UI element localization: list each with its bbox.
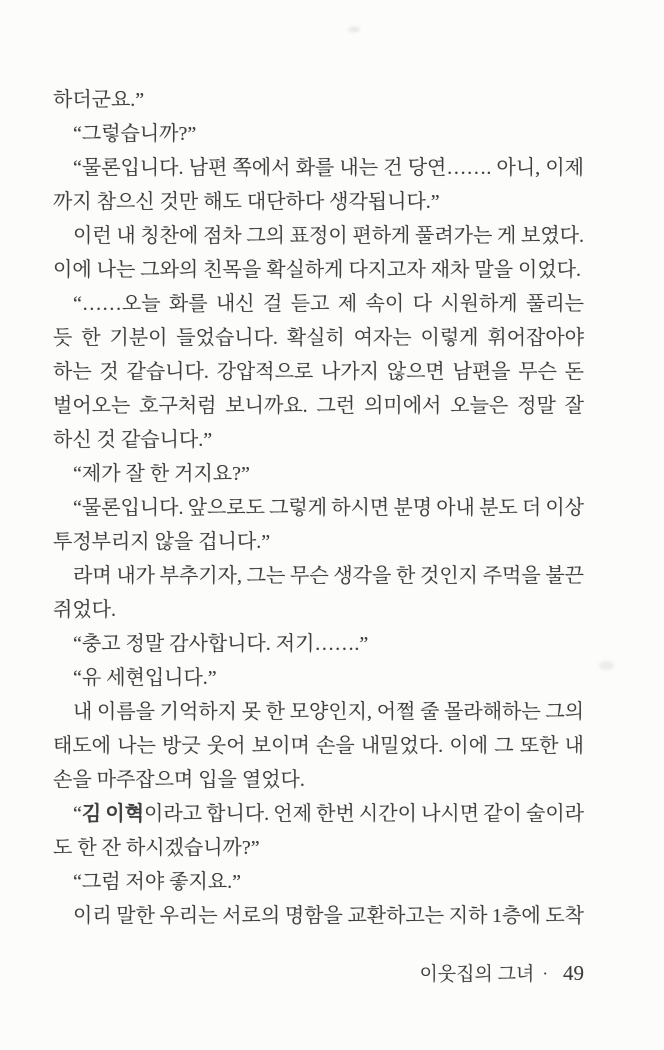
text-line — [53, 797, 584, 831]
text-segment: 듯 한 기분이 들었습니다. 확실히 여자는 이렇게 휘어잡아야 — [53, 327, 584, 349]
text-line — [53, 661, 584, 695]
text-segment: 투정부리지 않을 겁니다.” — [53, 531, 271, 553]
text-segment: “충고 정말 감사합니다. 저기…….” — [73, 633, 369, 655]
text-line — [53, 695, 584, 729]
text-segment: 이라고 합니다. 언제 한번 시간이 나시면 같이 술이라 — [144, 803, 584, 825]
text-line — [53, 423, 584, 457]
text-segment: “ — [73, 803, 82, 825]
scan-smudge — [348, 27, 360, 32]
text-line — [53, 83, 584, 117]
text-segment: 까지 참으신 것만 해도 대단하다 생각됩니다.” — [53, 191, 440, 213]
text-segment: “그럼 저야 좋지요.” — [73, 871, 241, 893]
text-segment: “물론입니다. 앞으로도 그렇게 하시면 분명 아내 분도 더 이상 — [73, 497, 584, 519]
text-line — [53, 593, 584, 627]
text-segment: 이런 내 칭찬에 점차 그의 표정이 편하게 풀려가는 게 보였다. — [73, 225, 584, 247]
character-name-bold: 김 이혁 — [81, 803, 145, 825]
page-footer — [419, 958, 584, 990]
text-line — [53, 117, 584, 151]
text-line — [53, 559, 584, 593]
text-segment: 도 한 잔 하시겠습니까?” — [53, 837, 260, 859]
text-line — [53, 831, 584, 865]
text-segment: “물론입니다. 남편 쪽에서 화를 내는 건 당연……. 아니, 이제 — [73, 157, 584, 179]
text-line — [53, 151, 584, 185]
text-segment: 내 이름을 기억하지 못 한 모양인지, 어쩔 줄 몰라해하는 그의 — [73, 701, 584, 723]
text-segment: 하더군요.” — [53, 89, 145, 111]
text-segment: 벌어오는 호구처럼 보니까요. 그런 의미에서 오늘은 정말 잘 — [53, 395, 584, 417]
text-segment: 손을 마주잡으며 입을 열었다. — [53, 769, 305, 791]
text-line — [53, 627, 584, 661]
page-text — [53, 83, 584, 933]
text-line — [53, 321, 584, 355]
text-segment: 하신 것 같습니다.” — [53, 429, 213, 451]
text-line — [53, 287, 584, 321]
text-segment: 이에 나는 그와의 친목을 확실하게 다지고자 재차 말을 이었다. — [53, 259, 581, 281]
text-segment: “그렇습니까?” — [73, 123, 197, 145]
text-line — [53, 763, 584, 797]
text-segment: 이리 말한 우리는 서로의 명함을 교환하고는 지하 1층에 도착 — [73, 905, 584, 927]
text-segment: “제가 잘 한 거지요?” — [73, 463, 250, 485]
text-segment: 태도에 나는 방긋 웃어 보이며 손을 내밀었다. 이에 그 또한 내 — [53, 735, 584, 757]
scan-smudge — [599, 661, 614, 670]
footer-page-number: 49 — [563, 961, 584, 985]
text-line — [53, 865, 584, 899]
text-line — [53, 219, 584, 253]
text-line — [53, 389, 584, 423]
text-segment: 라며 내가 부추기자, 그는 무슨 생각을 한 것인지 주먹을 불끈 — [73, 565, 584, 587]
text-line — [53, 253, 584, 287]
text-line — [53, 185, 584, 219]
text-line — [53, 355, 584, 389]
footer-book-title: 이웃집의 그녀 — [419, 964, 535, 985]
text-line — [53, 899, 584, 933]
footer-separator: · — [542, 964, 548, 983]
text-segment: 하는 것 같습니다. 강압적으로 나가지 않으면 남편을 무슨 돈 — [53, 361, 584, 383]
text-line — [53, 729, 584, 763]
text-segment: “유 세현입니다.” — [73, 667, 217, 689]
text-line — [53, 457, 584, 491]
text-segment: 쥐었다. — [53, 599, 116, 621]
text-line — [53, 491, 584, 525]
text-segment: “……오늘 화를 내신 걸 듣고 제 속이 다 시원하게 풀리는 — [73, 293, 584, 315]
text-line — [53, 525, 584, 559]
